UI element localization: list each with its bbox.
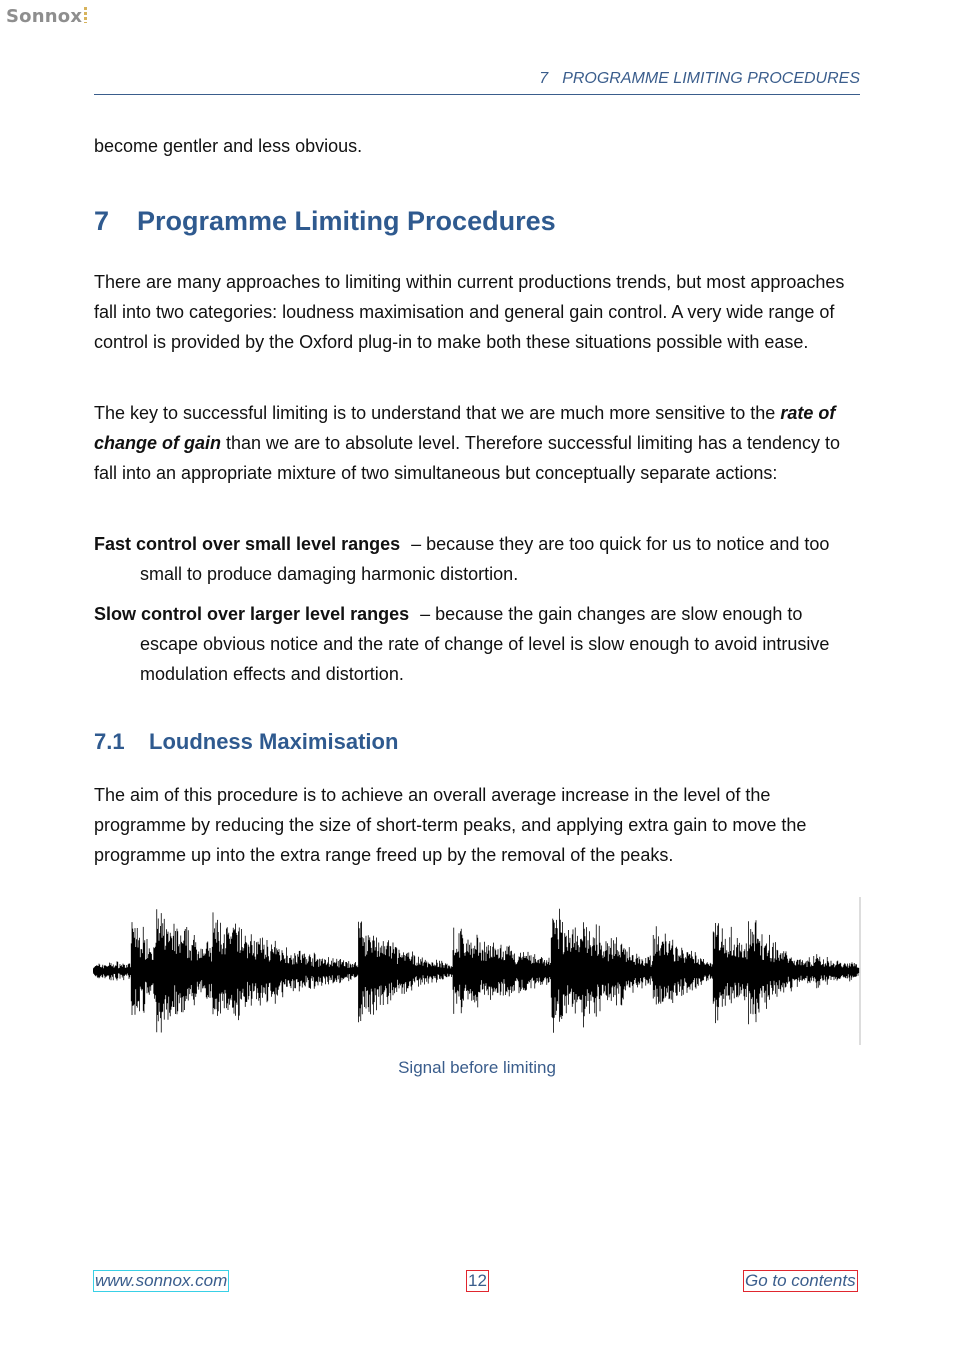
rate-of-change-emphasis: rate of change of gain	[94, 403, 836, 453]
figure-caption: Signal before limiting	[398, 1058, 556, 1077]
section-heading	[94, 206, 556, 237]
definition-item-fast	[94, 529, 860, 589]
waveform-path	[93, 909, 859, 1033]
logo-text: Sonnox	[6, 6, 83, 27]
subsection-paragraph: The aim of this procedure is to achieve an overall average increase in the level of the programme by reducing the size of short-term peaks, and applying extra gain to move the programme up into the extra range freed up by the removal of the peaks.	[94, 785, 807, 865]
sonnox-logo	[6, 6, 87, 27]
logo-dots-icon	[84, 7, 87, 23]
running-header-title: PROGRAMME LIMITING PROCEDURES	[562, 70, 860, 87]
definition-item-slow	[94, 599, 860, 689]
section-number: 7	[94, 206, 110, 236]
subsection-title: Loudness Maximisation	[149, 729, 399, 754]
definition-term: Fast control over small level ranges	[94, 534, 401, 554]
subsection-heading	[94, 729, 398, 755]
section-paragraph-1: There are many approaches to limiting within current productions trends, but most approaches fall into two categories: loudness maximisation and general gain control. A very wide range of control is provided by the Oxford plug-in to make both these situations possible with ease.	[94, 272, 845, 352]
go-to-contents-link[interactable]: Go to contents	[745, 1271, 856, 1290]
waveform-trace	[93, 909, 859, 1033]
running-header-number: 7	[539, 70, 549, 87]
paragraph-2-text-b: than we are to absolute level. Therefore successful limiting has a tendency to fall into an appropriate mixture of two simultaneous but conceptually separate actions:	[94, 433, 841, 483]
running-header	[94, 70, 860, 95]
definition-description: – because they are too quick for us to notice and too small to produce damaging harmonic distortion.	[140, 534, 830, 584]
section-paragraph-2	[94, 398, 864, 488]
page-number[interactable]: 12	[468, 1271, 487, 1290]
website-link[interactable]: www.sonnox.com	[95, 1271, 228, 1290]
waveform-figure	[93, 897, 861, 1045]
subsection-number: 7.1	[94, 729, 125, 754]
definition-term: Slow control over larger level ranges	[94, 604, 410, 624]
paragraph-2-text-a: The key to successful limiting is to understand that we are much more sensitive to the	[94, 403, 781, 423]
section-title: Programme Limiting Procedures	[137, 206, 556, 236]
intro-fragment: become gentler and less obvious.	[94, 136, 363, 156]
definition-description: – because the gain changes are slow enough to escape obvious notice and the rate of change of level is slow enough to avoid intrusive modulation effects and distortion.	[140, 604, 830, 684]
